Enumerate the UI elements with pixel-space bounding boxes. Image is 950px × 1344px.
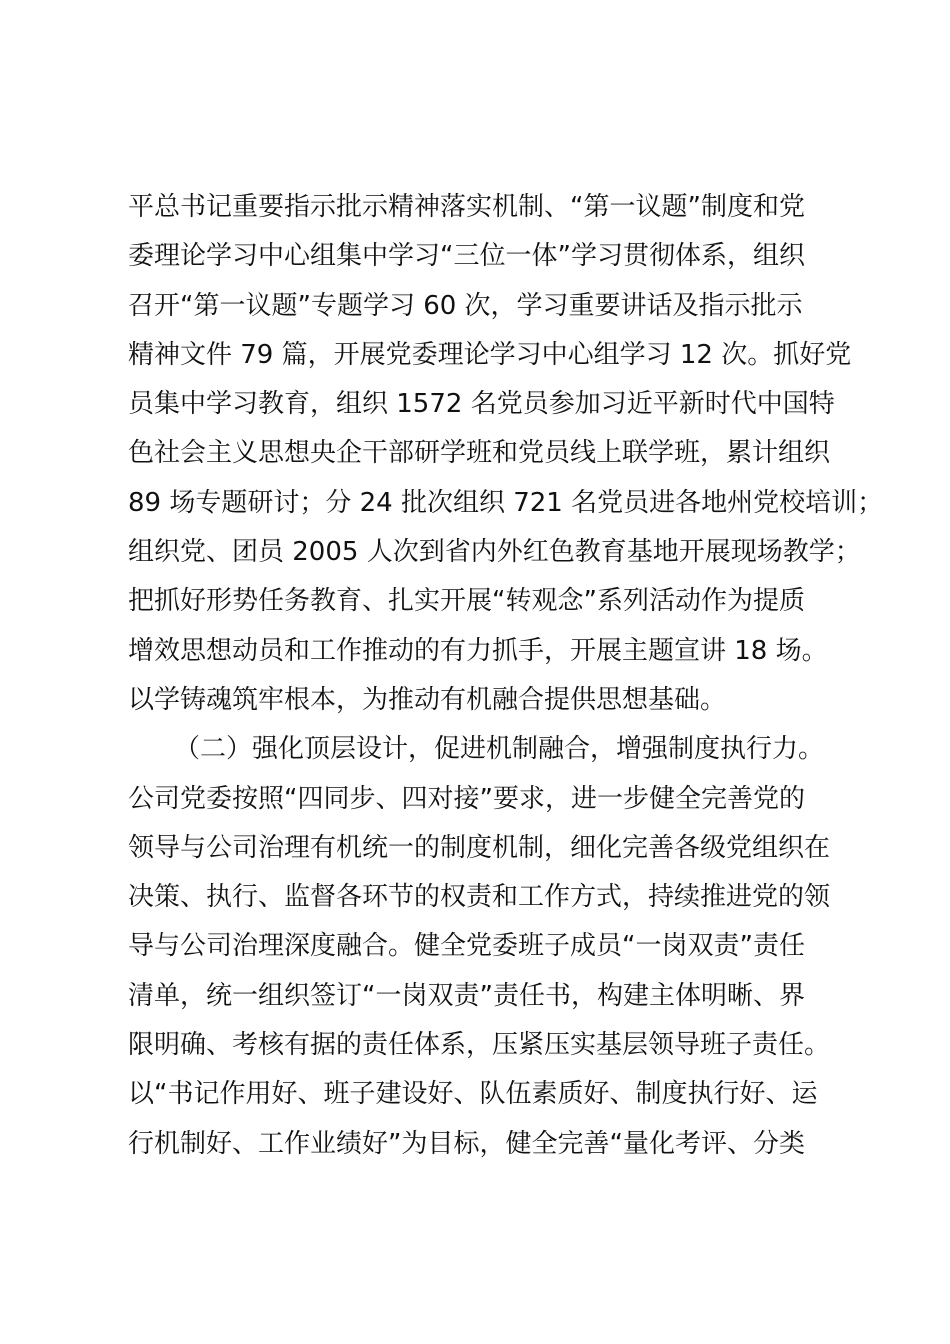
section-heading: （二）强化顶层设计，促进机制融合，增强制度执行力。 xyxy=(174,734,825,765)
text-line: 委理论学习中心组集中学习“三位一体”学习贯彻体系，组织 xyxy=(128,241,805,272)
text-line: 组织党、团员 2005 人次到省内外红色教育基地开展现场教学； xyxy=(128,537,861,568)
text-line: 领导与公司治理有机统一的制度机制，细化完善各级党组织在 xyxy=(128,832,831,863)
text-line: 以“书记作用好、班子建设好、队伍素质好、制度执行好、运 xyxy=(128,1079,818,1110)
text-line: 清单，统一组织签订“一岗双责”责任书，构建主体明晰、界 xyxy=(128,980,805,1011)
text-line: 公司党委按照“四同步、四对接”要求，进一步健全完善党的 xyxy=(128,783,805,814)
text-line: 精神文件 79 篇，开展党委理论学习中心组学习 12 次。抓好党 xyxy=(128,339,852,370)
text-line: 导与公司治理深度融合。健全党委班子成员“一岗双责”责任 xyxy=(128,931,805,962)
text-line: 行机制好、工作业绩好”为目标，健全完善“量化考评、分类 xyxy=(128,1128,805,1159)
text-line: 增效思想动员和工作推动的有力抓手，开展主题宣讲 18 场。 xyxy=(128,635,828,666)
text-line: 员集中学习教育，组织 1572 名党员参加习近平新时代中国特 xyxy=(128,389,835,420)
text-line: 决策、执行、监督各环节的权责和工作方式，持续推进党的领 xyxy=(128,882,831,913)
body-text xyxy=(128,183,884,1169)
text-line: 限明确、考核有据的责任体系，压紧压实基层领导班子责任。 xyxy=(128,1030,831,1061)
text-line: 召开“第一议题”专题学习 60 次，学习重要讲话及指示批示 xyxy=(128,290,803,321)
text-line: 平总书记重要指示批示精神落实机制、“第一议题”制度和党 xyxy=(128,192,805,222)
text-line: 色社会主义思想央企干部研学班和党员线上联学班，累计组织 xyxy=(128,438,831,469)
text-line: 89 场专题研讨；分 24 批次组织 721 名党员进各地州党校培训； xyxy=(128,487,884,518)
text-line: 把抓好形势任务教育、扎实开展“转观念”系列活动作为提质 xyxy=(128,586,805,617)
text-line: 以学铸魂筑牢根本，为推动有机融合提供思想基础。 xyxy=(128,684,727,715)
